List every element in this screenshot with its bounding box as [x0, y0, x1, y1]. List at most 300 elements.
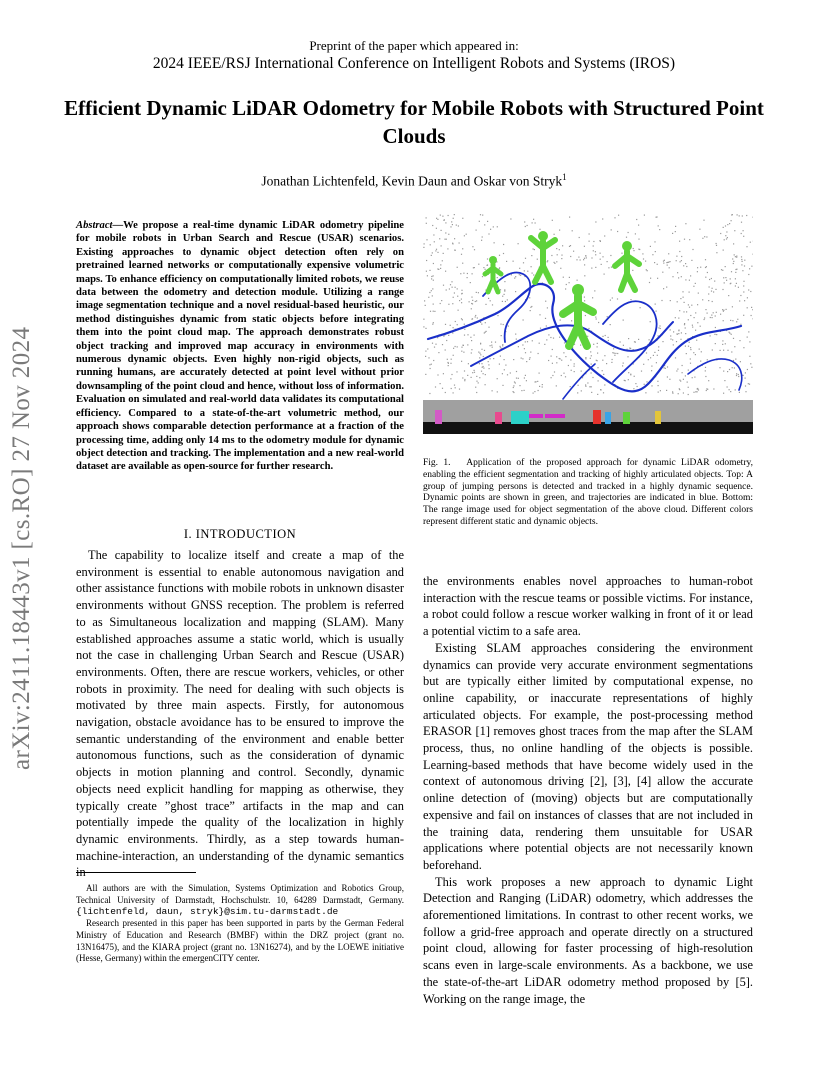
static-point — [690, 275, 691, 276]
static-point — [720, 350, 721, 351]
static-point — [720, 314, 721, 315]
static-point — [461, 351, 462, 352]
static-point — [749, 341, 750, 342]
static-point — [672, 233, 673, 234]
static-point — [591, 392, 592, 393]
static-point — [731, 220, 732, 221]
static-point — [634, 376, 635, 377]
static-point — [712, 301, 713, 302]
static-point — [448, 234, 449, 235]
static-point — [515, 291, 516, 292]
static-point — [461, 254, 462, 255]
static-point — [726, 231, 727, 232]
static-point — [427, 275, 428, 276]
static-point — [591, 355, 592, 356]
static-point — [457, 296, 458, 297]
static-point — [737, 319, 738, 320]
static-point — [532, 222, 533, 223]
static-point — [693, 286, 694, 287]
static-point — [508, 326, 509, 327]
static-point — [545, 301, 546, 302]
static-point — [502, 301, 503, 302]
static-point — [733, 263, 734, 264]
static-point — [597, 353, 598, 354]
static-points — [423, 214, 753, 395]
static-point — [475, 315, 476, 316]
static-point — [596, 360, 597, 361]
static-point — [459, 389, 460, 390]
static-point — [535, 381, 536, 382]
static-point — [658, 392, 659, 393]
static-point — [552, 220, 553, 221]
static-point — [595, 251, 596, 252]
static-point — [584, 300, 585, 301]
static-point — [676, 260, 677, 261]
static-point — [580, 259, 581, 260]
static-point — [458, 310, 459, 311]
static-point — [487, 221, 488, 222]
static-point — [581, 390, 582, 391]
static-point — [546, 325, 547, 326]
static-point — [530, 307, 531, 308]
static-point — [729, 369, 730, 370]
static-point — [470, 282, 471, 283]
static-point — [426, 271, 427, 272]
static-point — [725, 225, 726, 226]
static-point — [452, 303, 453, 304]
static-point — [734, 230, 735, 231]
static-point — [723, 320, 724, 321]
static-point — [592, 377, 593, 378]
static-point — [680, 339, 681, 340]
static-point — [436, 228, 437, 229]
static-point — [593, 245, 594, 246]
static-point — [478, 352, 479, 353]
static-point — [557, 254, 558, 255]
static-point — [485, 332, 486, 333]
static-point — [510, 372, 511, 373]
static-point — [565, 376, 566, 377]
static-point — [670, 329, 671, 330]
static-point — [663, 367, 664, 368]
static-point — [431, 290, 432, 291]
static-point — [451, 281, 452, 282]
static-point — [678, 330, 679, 331]
static-point — [638, 249, 639, 250]
static-point — [715, 343, 716, 344]
static-point — [740, 295, 741, 296]
static-point — [431, 278, 432, 279]
static-point — [425, 374, 426, 375]
static-point — [700, 267, 701, 268]
static-point — [722, 340, 723, 341]
static-point — [583, 259, 584, 260]
static-point — [570, 359, 571, 360]
static-point — [646, 381, 647, 382]
static-point — [660, 390, 661, 391]
static-point — [723, 311, 724, 312]
static-point — [646, 269, 647, 270]
static-point — [500, 324, 501, 325]
static-point — [542, 384, 543, 385]
static-point — [722, 309, 723, 310]
static-point — [523, 262, 524, 263]
static-point — [663, 261, 664, 262]
static-point — [740, 361, 741, 362]
static-point — [488, 298, 489, 299]
static-point — [739, 215, 740, 216]
footnote-emails: {lichtenfeld, daun, stryk}@sim.tu-darmstadt.de — [76, 906, 339, 918]
static-point — [513, 261, 514, 262]
static-point — [461, 290, 462, 291]
static-point — [663, 288, 664, 289]
static-point — [505, 301, 506, 302]
static-point — [531, 255, 532, 256]
static-point — [574, 371, 575, 372]
static-point — [608, 337, 609, 338]
static-point — [515, 334, 516, 335]
static-point — [645, 392, 646, 393]
static-point — [447, 362, 448, 363]
static-point — [490, 229, 491, 230]
static-point — [585, 384, 586, 385]
static-point — [442, 388, 443, 389]
static-point — [451, 221, 452, 222]
static-point — [483, 373, 484, 374]
static-point — [714, 281, 715, 282]
static-point — [525, 226, 526, 227]
static-point — [736, 321, 737, 322]
static-point — [442, 260, 443, 261]
static-point — [482, 367, 483, 368]
static-point — [475, 387, 476, 388]
static-point — [437, 219, 438, 220]
static-point — [595, 267, 596, 268]
static-point — [518, 378, 519, 379]
static-point — [726, 280, 727, 281]
static-point — [681, 260, 682, 261]
static-point — [525, 258, 526, 259]
static-point — [470, 337, 471, 338]
static-point — [572, 230, 573, 231]
static-point — [548, 334, 549, 335]
static-point — [568, 365, 569, 366]
static-point — [610, 324, 611, 325]
static-point — [723, 250, 724, 251]
static-point — [433, 322, 434, 323]
static-point — [484, 350, 485, 351]
static-point — [448, 335, 449, 336]
static-point — [497, 315, 498, 316]
static-point — [747, 369, 748, 370]
static-point — [679, 389, 680, 390]
static-point — [683, 392, 684, 393]
static-point — [428, 357, 429, 358]
static-point — [424, 243, 425, 244]
static-point — [751, 307, 752, 308]
static-point — [601, 264, 602, 265]
static-point — [450, 226, 451, 227]
static-point — [479, 221, 480, 222]
paper-title: Efficient Dynamic LiDAR Odometry for Mobile Robots with Structured Point Clouds — [64, 96, 764, 148]
static-point — [630, 374, 631, 375]
static-point — [454, 250, 455, 251]
static-point — [532, 273, 533, 274]
static-point — [425, 351, 426, 352]
static-point — [685, 375, 686, 376]
static-point — [737, 214, 738, 215]
static-point — [440, 268, 441, 269]
static-point — [534, 249, 535, 250]
static-point — [479, 363, 480, 364]
static-point — [432, 343, 433, 344]
static-point — [526, 361, 527, 362]
static-point — [580, 345, 581, 346]
static-point — [705, 277, 706, 278]
static-point — [459, 242, 460, 243]
static-point — [727, 371, 728, 372]
static-point — [529, 297, 530, 298]
static-point — [563, 352, 564, 353]
static-point — [476, 381, 477, 382]
static-point — [623, 345, 624, 346]
trajectory-line — [603, 301, 657, 382]
static-point — [423, 247, 424, 248]
static-point — [706, 236, 707, 237]
static-point — [600, 389, 601, 390]
static-point — [450, 325, 451, 326]
static-point — [472, 318, 473, 319]
static-point — [723, 393, 724, 394]
arxiv-identifier: arXiv:2411.18443v1 [cs.RO] 27 Nov 2024 — [8, 326, 35, 770]
static-point — [678, 277, 679, 278]
static-point — [505, 365, 506, 366]
static-point — [530, 352, 531, 353]
static-point — [667, 265, 668, 266]
static-point — [460, 273, 461, 274]
static-point — [739, 300, 740, 301]
static-point — [524, 390, 525, 391]
static-point — [709, 279, 710, 280]
static-point — [661, 300, 662, 301]
static-point — [532, 340, 533, 341]
static-point — [462, 293, 463, 294]
static-point — [492, 304, 493, 305]
static-point — [487, 265, 488, 266]
static-point — [519, 385, 520, 386]
static-point — [712, 317, 713, 318]
static-point — [746, 215, 747, 216]
static-point — [675, 357, 676, 358]
static-point — [734, 254, 735, 255]
static-point — [706, 390, 707, 391]
static-point — [471, 340, 472, 341]
static-point — [670, 339, 671, 340]
static-point — [494, 242, 495, 243]
static-point — [458, 225, 459, 226]
static-point — [659, 325, 660, 326]
static-point — [705, 370, 706, 371]
static-point — [614, 217, 615, 218]
static-point — [627, 356, 628, 357]
static-point — [603, 392, 604, 393]
static-point — [533, 274, 534, 275]
static-point — [667, 376, 668, 377]
static-point — [606, 363, 607, 364]
static-point — [708, 300, 709, 301]
static-point — [630, 299, 631, 300]
authors-affiliation-mark: 1 — [562, 172, 567, 182]
static-point — [751, 315, 752, 316]
static-point — [570, 256, 571, 257]
static-point — [743, 347, 744, 348]
static-point — [628, 379, 629, 380]
static-point — [727, 350, 728, 351]
static-point — [478, 382, 479, 383]
static-point — [584, 246, 585, 247]
static-point — [581, 371, 582, 372]
static-point — [720, 233, 721, 234]
static-point — [724, 380, 725, 381]
static-point — [446, 340, 447, 341]
static-point — [753, 318, 754, 319]
static-point — [739, 392, 740, 393]
static-point — [626, 237, 627, 238]
static-point — [445, 349, 446, 350]
static-point — [751, 266, 752, 267]
static-point — [501, 335, 502, 336]
static-point — [554, 234, 555, 235]
static-point — [481, 371, 482, 372]
static-point — [476, 292, 477, 293]
static-point — [725, 343, 726, 344]
static-point — [723, 350, 724, 351]
static-point — [644, 384, 645, 385]
static-point — [504, 291, 505, 292]
static-point — [692, 249, 693, 250]
static-point — [524, 270, 525, 271]
static-point — [515, 382, 516, 383]
static-point — [490, 300, 491, 301]
static-point — [693, 352, 694, 353]
static-point — [689, 342, 690, 343]
static-point — [462, 218, 463, 219]
static-point — [533, 393, 534, 394]
static-point — [689, 307, 690, 308]
static-point — [530, 310, 531, 311]
point-cloud-view — [423, 214, 753, 399]
static-point — [611, 362, 612, 363]
static-point — [723, 371, 724, 372]
static-point — [513, 387, 514, 388]
static-point — [544, 344, 545, 345]
static-point — [527, 271, 528, 272]
static-point — [750, 291, 751, 292]
static-point — [598, 380, 599, 381]
static-point — [518, 243, 519, 244]
static-point — [429, 364, 430, 365]
static-point — [736, 256, 737, 257]
static-point — [527, 341, 528, 342]
static-point — [727, 386, 728, 387]
static-point — [525, 341, 526, 342]
static-point — [452, 287, 453, 288]
static-point — [454, 292, 455, 293]
figure-1-caption — [423, 458, 753, 529]
static-point — [677, 369, 678, 370]
static-point — [643, 258, 644, 259]
static-point — [592, 297, 593, 298]
static-point — [740, 324, 741, 325]
static-point — [716, 245, 717, 246]
static-point — [497, 226, 498, 227]
static-point — [742, 270, 743, 271]
static-point — [663, 263, 664, 264]
static-point — [692, 377, 693, 378]
static-point — [657, 381, 658, 382]
static-point — [432, 324, 433, 325]
static-point — [735, 359, 736, 360]
static-point — [690, 315, 691, 316]
static-point — [432, 225, 433, 226]
static-point — [743, 285, 744, 286]
static-point — [603, 374, 604, 375]
static-point — [462, 248, 463, 249]
static-point — [444, 239, 445, 240]
static-point — [448, 365, 449, 366]
static-point — [434, 241, 435, 242]
static-point — [464, 379, 465, 380]
static-point — [697, 322, 698, 323]
static-point — [710, 335, 711, 336]
static-point — [443, 253, 444, 254]
static-point — [600, 259, 601, 260]
static-point — [632, 270, 633, 271]
static-point — [461, 302, 462, 303]
static-point — [680, 261, 681, 262]
static-point — [734, 367, 735, 368]
static-point — [480, 214, 481, 215]
static-point — [519, 268, 520, 269]
static-point — [504, 281, 505, 282]
static-point — [551, 356, 552, 357]
static-point — [732, 320, 733, 321]
static-point — [441, 230, 442, 231]
static-point — [628, 232, 629, 233]
static-point — [566, 284, 567, 285]
static-point — [469, 301, 470, 302]
static-point — [531, 266, 532, 267]
static-point — [655, 304, 656, 305]
abstract — [76, 219, 404, 474]
right-column-text — [423, 573, 753, 1007]
static-point — [657, 278, 658, 279]
static-point — [483, 267, 484, 268]
static-point — [571, 320, 572, 321]
static-point — [438, 352, 439, 353]
static-point — [561, 258, 562, 259]
static-point — [485, 374, 486, 375]
static-point — [485, 269, 486, 270]
static-point — [684, 323, 685, 324]
static-point — [738, 376, 739, 377]
static-point — [462, 263, 463, 264]
static-point — [719, 367, 720, 368]
static-point — [679, 251, 680, 252]
static-point — [471, 377, 472, 378]
static-point — [681, 256, 682, 257]
static-point — [502, 296, 503, 297]
